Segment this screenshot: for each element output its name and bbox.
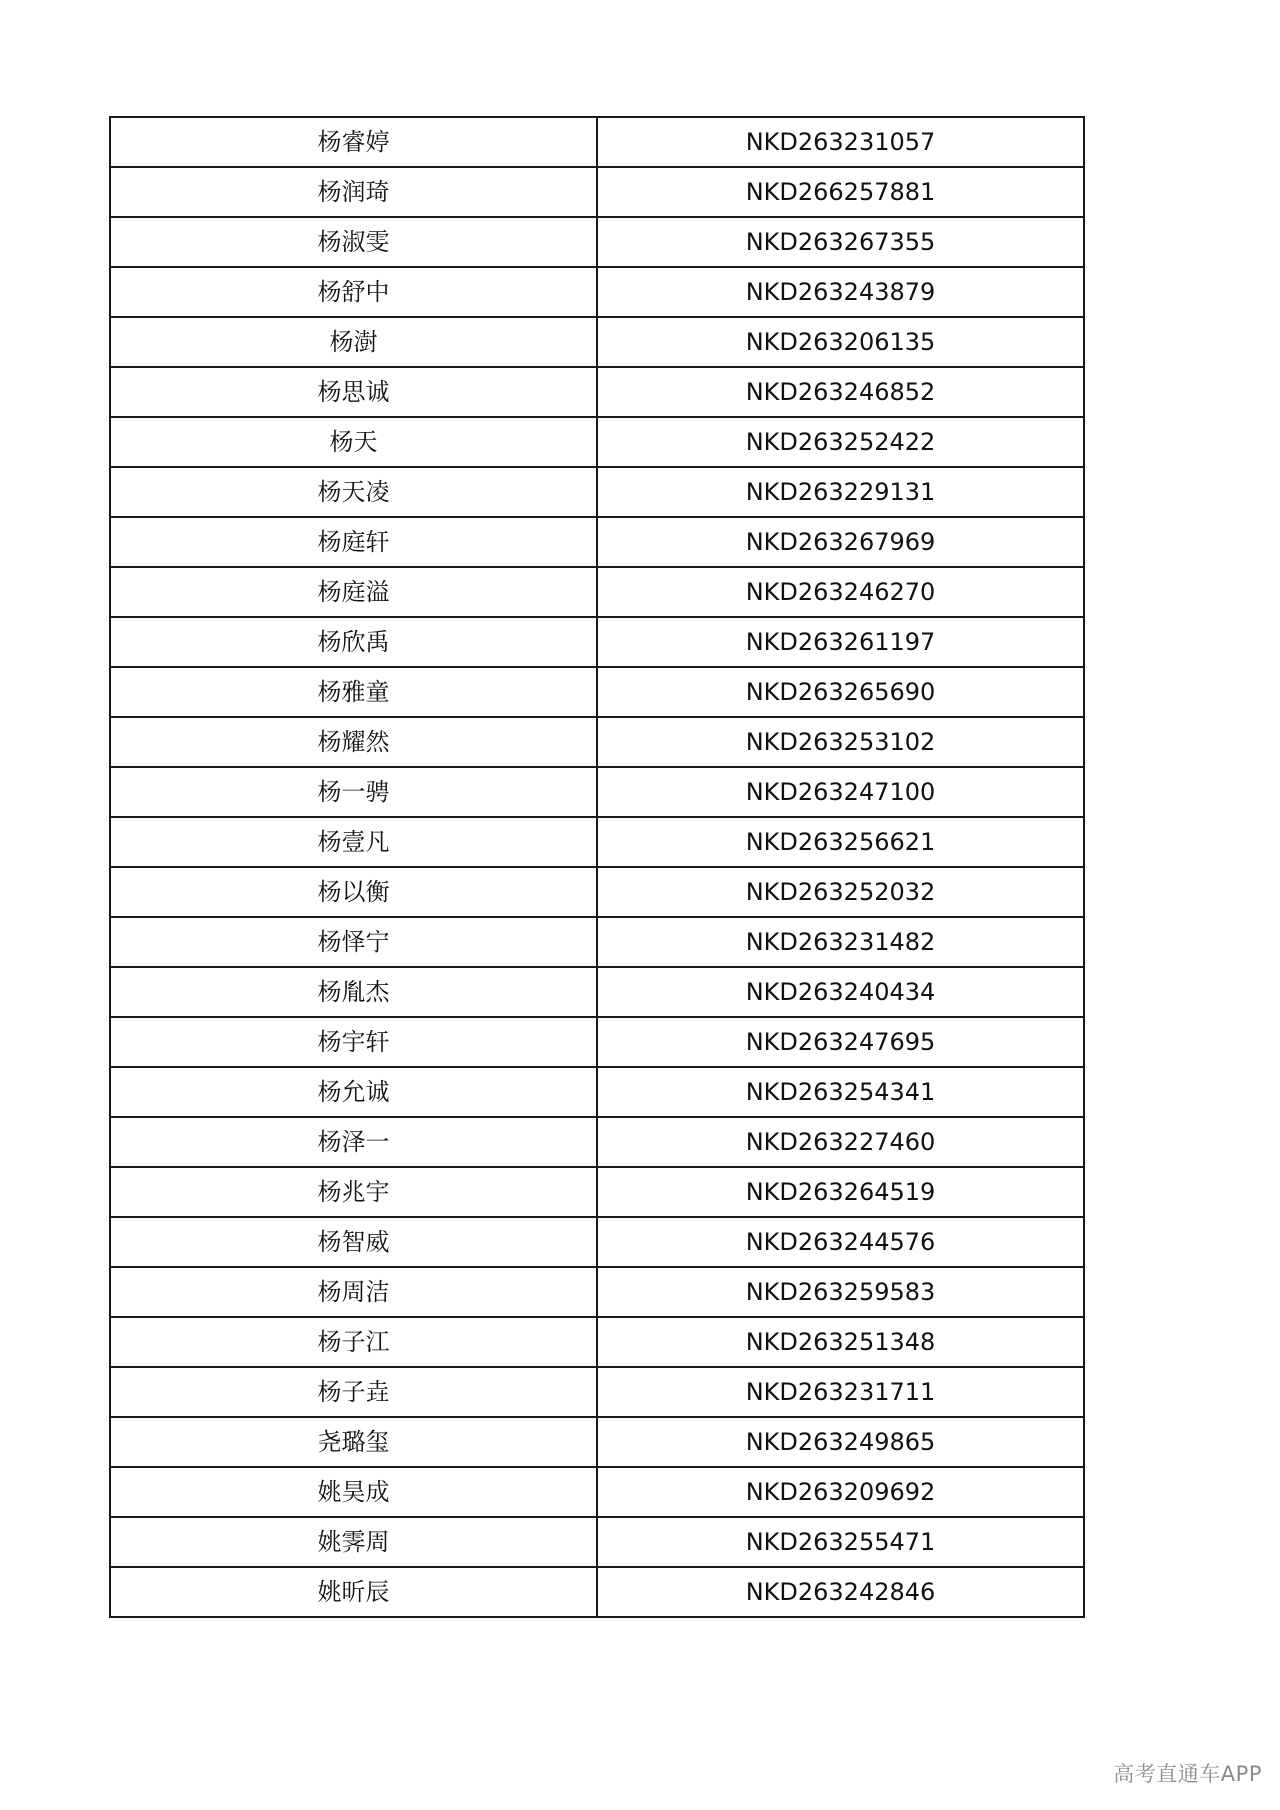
table-row	[110, 417, 1084, 467]
table-row	[110, 817, 1084, 867]
roster-table-body	[110, 117, 1084, 1617]
name-cell: 杨智威	[110, 1217, 597, 1267]
name-cell: 杨润琦	[110, 167, 597, 217]
table-row	[110, 317, 1084, 367]
table-row	[110, 1067, 1084, 1117]
id-cell: NKD263206135	[597, 317, 1084, 367]
name-cell: 杨澍	[110, 317, 597, 367]
table-row	[110, 717, 1084, 767]
name-cell: 杨壹凡	[110, 817, 597, 867]
id-cell: NKD263247695	[597, 1017, 1084, 1067]
name-cell: 杨耀然	[110, 717, 597, 767]
name-cell: 杨欣禹	[110, 617, 597, 667]
name-cell: 杨一骋	[110, 767, 597, 817]
table-row	[110, 1317, 1084, 1367]
table-row	[110, 917, 1084, 967]
table-row	[110, 667, 1084, 717]
name-cell: 杨怿宁	[110, 917, 597, 967]
id-cell: NKD263231711	[597, 1367, 1084, 1417]
name-cell: 杨宇轩	[110, 1017, 597, 1067]
id-cell: NKD263229131	[597, 467, 1084, 517]
name-cell: 杨以衡	[110, 867, 597, 917]
id-cell: NKD263227460	[597, 1117, 1084, 1167]
id-cell: NKD263246270	[597, 567, 1084, 617]
name-cell: 杨允诚	[110, 1067, 597, 1117]
id-cell: NKD263253102	[597, 717, 1084, 767]
name-cell: 杨兆宇	[110, 1167, 597, 1217]
table-row	[110, 117, 1084, 167]
name-cell: 姚昊成	[110, 1467, 597, 1517]
name-cell: 杨睿婷	[110, 117, 597, 167]
table-row	[110, 1467, 1084, 1517]
name-cell: 杨泽一	[110, 1117, 597, 1167]
id-cell: NKD263231057	[597, 117, 1084, 167]
table-row	[110, 967, 1084, 1017]
name-cell: 杨雅童	[110, 667, 597, 717]
id-cell: NKD263247100	[597, 767, 1084, 817]
name-cell: 杨胤杰	[110, 967, 597, 1017]
id-cell: NKD263265690	[597, 667, 1084, 717]
id-cell: NKD263255471	[597, 1517, 1084, 1567]
name-cell: 尧璐玺	[110, 1417, 597, 1467]
name-cell: 杨思诚	[110, 367, 597, 417]
name-cell: 杨天	[110, 417, 597, 467]
table-row	[110, 1367, 1084, 1417]
table-row	[110, 467, 1084, 517]
name-cell: 姚昕辰	[110, 1567, 597, 1617]
table-row	[110, 1167, 1084, 1217]
id-cell: NKD263267969	[597, 517, 1084, 567]
id-cell: NKD263256621	[597, 817, 1084, 867]
id-cell: NKD263231482	[597, 917, 1084, 967]
id-cell: NKD263244576	[597, 1217, 1084, 1267]
table-row	[110, 1267, 1084, 1317]
table-row	[110, 267, 1084, 317]
table-row	[110, 1517, 1084, 1567]
table-row	[110, 1117, 1084, 1167]
name-cell: 杨淑雯	[110, 217, 597, 267]
id-cell: NKD263249865	[597, 1417, 1084, 1467]
name-cell: 杨子江	[110, 1317, 597, 1367]
table-row	[110, 767, 1084, 817]
table-row	[110, 1417, 1084, 1467]
roster-table	[109, 116, 1085, 1618]
id-cell: NKD266257881	[597, 167, 1084, 217]
id-cell: NKD263252422	[597, 417, 1084, 467]
id-cell: NKD263251348	[597, 1317, 1084, 1367]
name-cell: 姚霁周	[110, 1517, 597, 1567]
table-row	[110, 217, 1084, 267]
table-row	[110, 167, 1084, 217]
id-cell: NKD263261197	[597, 617, 1084, 667]
id-cell: NKD263264519	[597, 1167, 1084, 1217]
name-cell: 杨庭溢	[110, 567, 597, 617]
id-cell: NKD263254341	[597, 1067, 1084, 1117]
name-cell: 杨舒中	[110, 267, 597, 317]
table-row	[110, 367, 1084, 417]
table-row	[110, 1217, 1084, 1267]
id-cell: NKD263242846	[597, 1567, 1084, 1617]
table-row	[110, 867, 1084, 917]
name-cell: 杨天凌	[110, 467, 597, 517]
id-cell: NKD263252032	[597, 867, 1084, 917]
id-cell: NKD263267355	[597, 217, 1084, 267]
watermark-text: 高考直通车APP	[1113, 1762, 1262, 1786]
id-cell: NKD263259583	[597, 1267, 1084, 1317]
table-row	[110, 567, 1084, 617]
name-cell: 杨子垚	[110, 1367, 597, 1417]
id-cell: NKD263246852	[597, 367, 1084, 417]
id-cell: NKD263243879	[597, 267, 1084, 317]
id-cell: NKD263240434	[597, 967, 1084, 1017]
table-row	[110, 1567, 1084, 1617]
name-cell: 杨周洁	[110, 1267, 597, 1317]
id-cell: NKD263209692	[597, 1467, 1084, 1517]
table-row	[110, 1017, 1084, 1067]
table-row	[110, 617, 1084, 667]
table-row	[110, 517, 1084, 567]
name-cell: 杨庭轩	[110, 517, 597, 567]
